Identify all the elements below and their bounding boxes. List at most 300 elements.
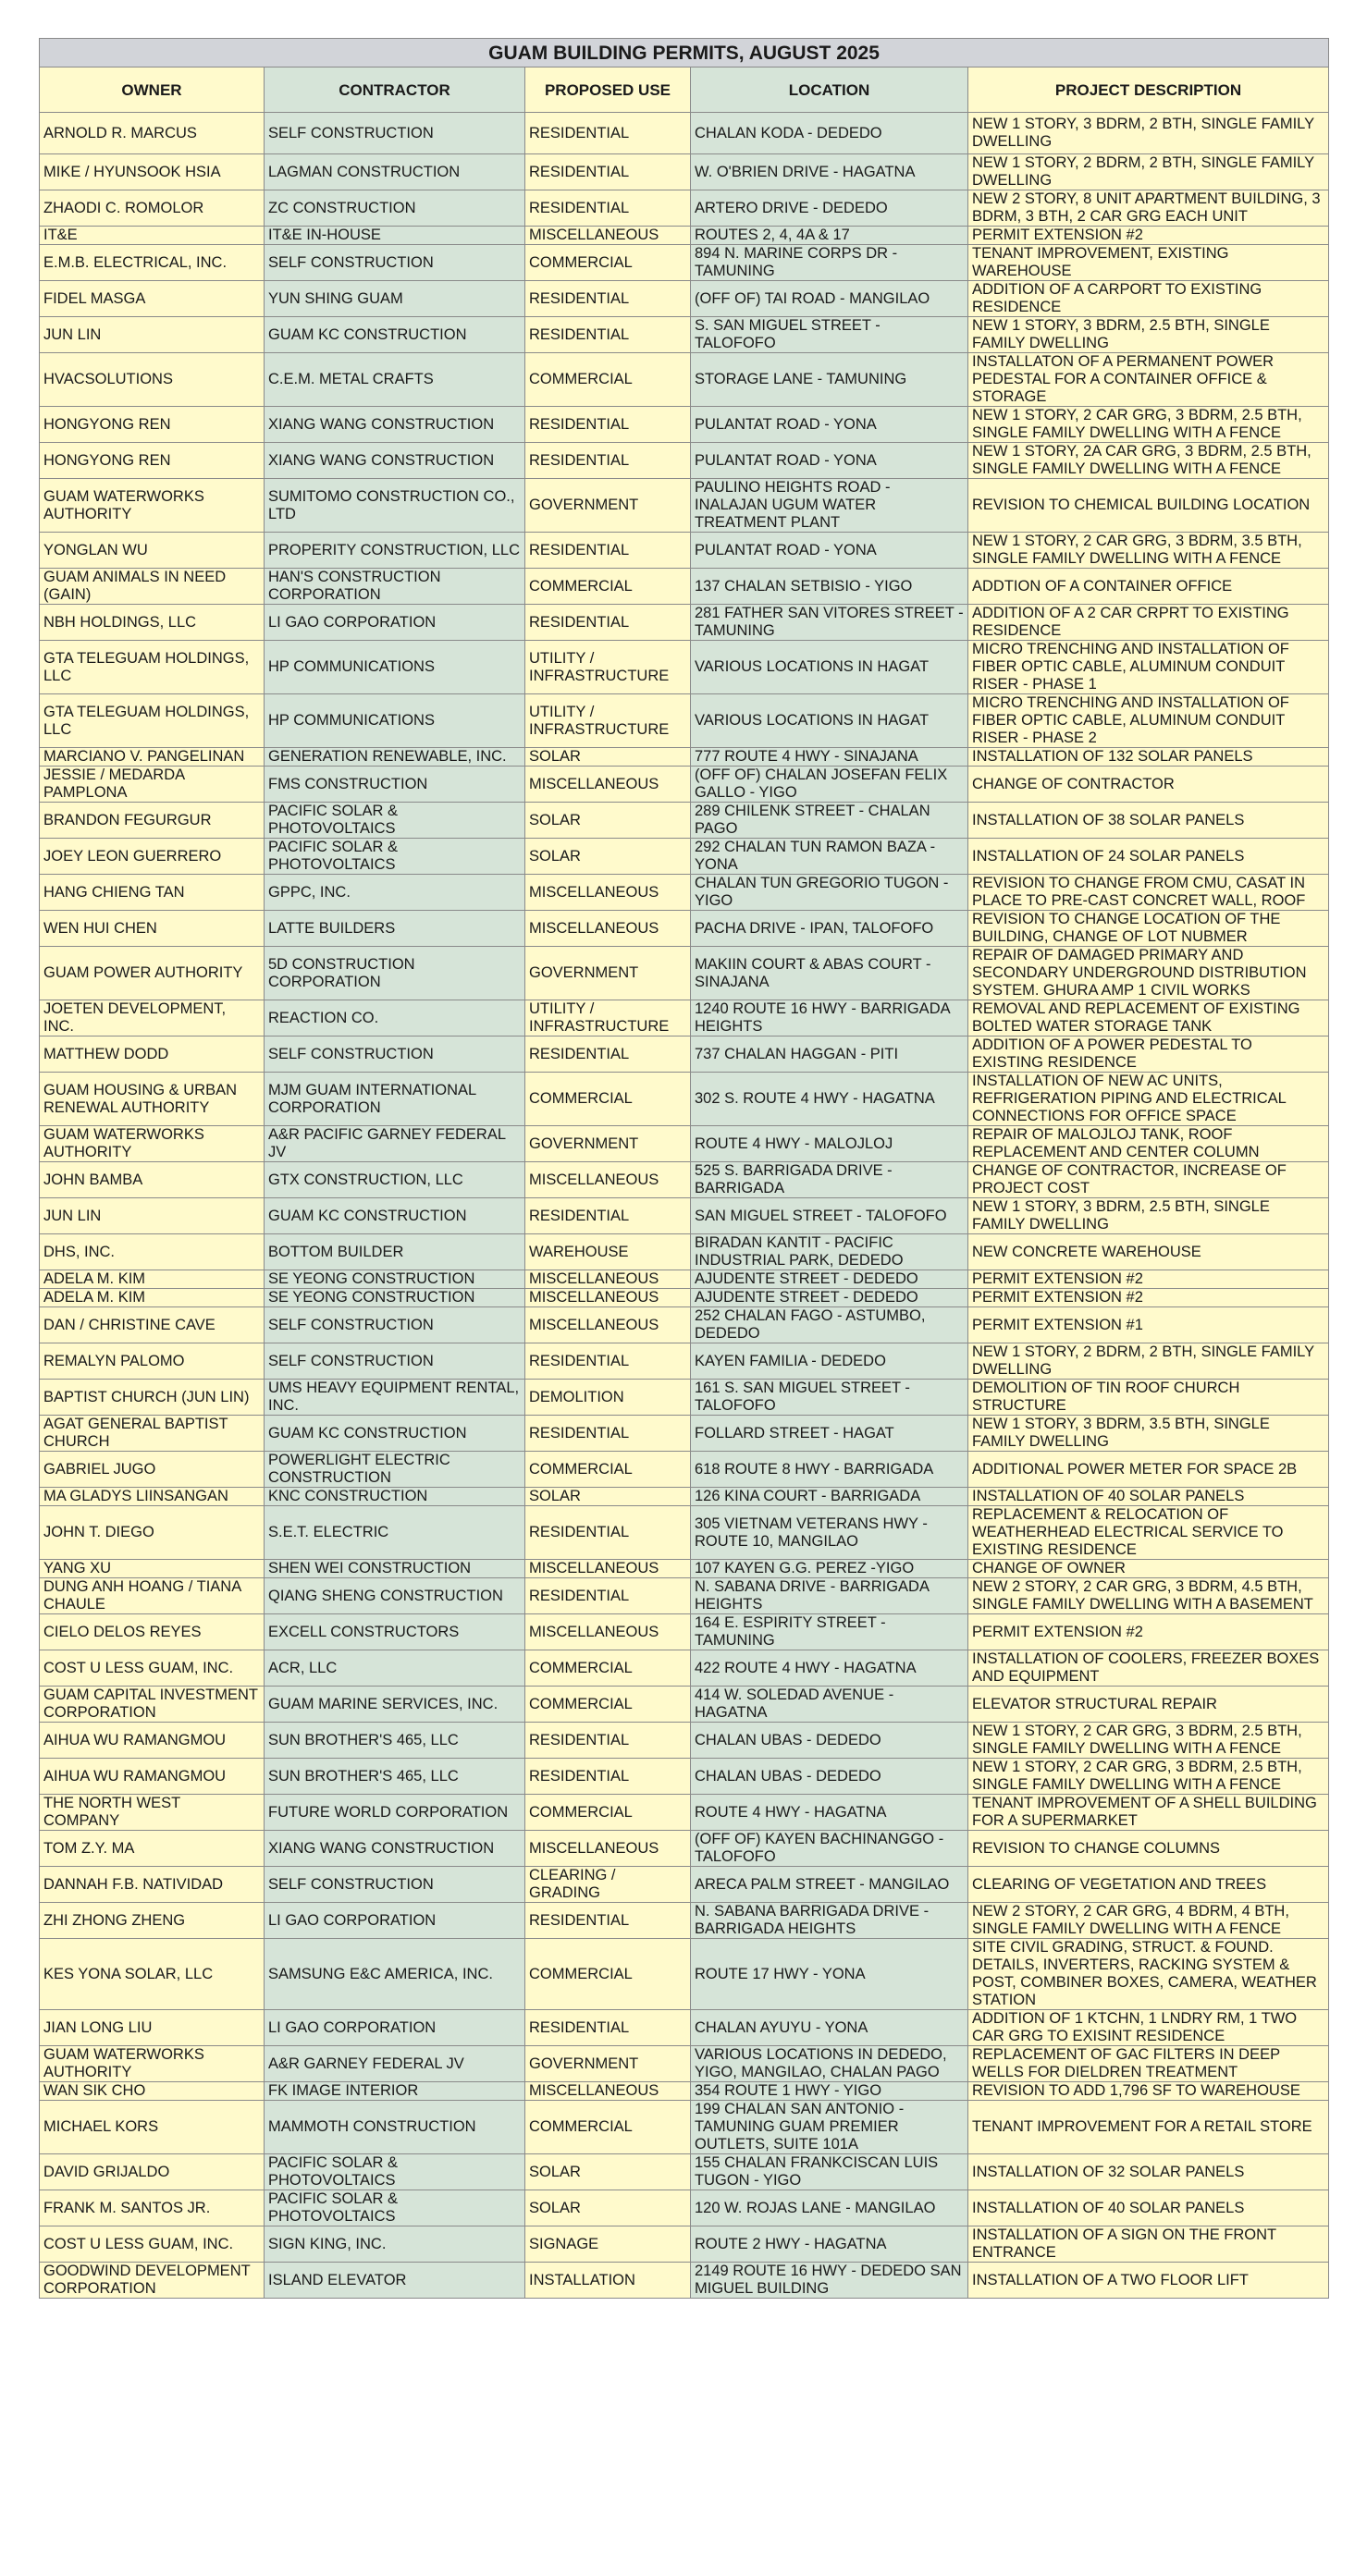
contractor-cell: BOTTOM BUILDER <box>265 1234 525 1270</box>
project-description-cell: REVISION TO CHANGE LOCATION OF THE BUILDING, CHANGE OF LOT NUBMER <box>968 911 1329 947</box>
project-description-cell: REVISION TO ADD 1,796 SF TO WAREHOUSE <box>968 2082 1329 2101</box>
location-cell: 292 CHALAN TUN RAMON BAZA - YONA <box>691 839 968 875</box>
project-description-cell: TENANT IMPROVEMENT, EXISTING WAREHOUSE <box>968 245 1329 281</box>
owner-cell: GUAM HOUSING & URBAN RENEWAL AUTHORITY <box>40 1073 265 1126</box>
table-row <box>40 1307 1329 1343</box>
owner-cell: MICHAEL KORS <box>40 2101 265 2154</box>
location-cell: ROUTE 4 HWY - MALOJLOJ <box>691 1126 968 1162</box>
location-cell: 107 KAYEN G.G. PEREZ -YIGO <box>691 1560 968 1578</box>
proposed-use-cell: MISCELLANEOUS <box>525 911 691 947</box>
table-row <box>40 154 1329 190</box>
owner-cell: JOHN T. DIEGO <box>40 1506 265 1560</box>
project-description-cell: REMOVAL AND REPLACEMENT OF EXISTING BOLTED WATER STORAGE TANK <box>968 1000 1329 1037</box>
owner-cell: REMALYN PALOMO <box>40 1343 265 1380</box>
table-row <box>40 1126 1329 1162</box>
project-description-cell: INSTALLATION OF A SIGN ON THE FRONT ENTRANCE <box>968 2226 1329 2263</box>
proposed-use-cell: COMMERCIAL <box>525 1795 691 1831</box>
table-row <box>40 1759 1329 1795</box>
contractor-cell: ISLAND ELEVATOR <box>265 2263 525 2299</box>
contractor-cell: MJM GUAM INTERNATIONAL CORPORATION <box>265 1073 525 1126</box>
location-cell: 777 ROUTE 4 HWY - SINAJANA <box>691 748 968 767</box>
table-row <box>40 605 1329 641</box>
project-description-cell: NEW 1 STORY, 2 CAR GRG, 3 BDRM, 2.5 BTH, SINGLE FAMILY DWELLING WITH A FENCE <box>968 407 1329 443</box>
column-header-contractor: CONTRACTOR <box>265 67 525 113</box>
owner-cell: JIAN LONG LIU <box>40 2010 265 2046</box>
owner-cell: AGAT GENERAL BAPTIST CHURCH <box>40 1416 265 1452</box>
contractor-cell: PACIFIC SOLAR & PHOTOVOLTAICS <box>265 2154 525 2190</box>
table-row <box>40 1270 1329 1289</box>
location-cell: N. SABANA BARRIGADA DRIVE - BARRIGADA HEIGHTS <box>691 1903 968 1939</box>
project-description-cell: CHANGE OF OWNER <box>968 1560 1329 1578</box>
project-description-cell: REPLACEMENT & RELOCATION OF WEATHERHEAD ELECTRICAL SERVICE TO EXISTING RESIDENCE <box>968 1506 1329 1560</box>
project-description-cell: INSTALLATION OF 132 SOLAR PANELS <box>968 748 1329 767</box>
proposed-use-cell: RESIDENTIAL <box>525 1037 691 1073</box>
owner-cell: JOHN BAMBA <box>40 1162 265 1198</box>
project-description-cell: REPAIR OF MALOJLOJ TANK, ROOF REPLACEMENT AND CENTER COLUMN <box>968 1126 1329 1162</box>
table-row <box>40 569 1329 605</box>
owner-cell: JOETEN DEVELOPMENT, INC. <box>40 1000 265 1037</box>
proposed-use-cell: RESIDENTIAL <box>525 2010 691 2046</box>
project-description-cell: REVISION TO CHEMICAL BUILDING LOCATION <box>968 479 1329 533</box>
proposed-use-cell: RESIDENTIAL <box>525 1416 691 1452</box>
project-description-cell: NEW 2 STORY, 8 UNIT APARTMENT BUILDING, 3 BDRM, 3 BTH, 2 CAR GRG EACH UNIT <box>968 190 1329 227</box>
location-cell: 161 S. SAN MIGUEL STREET - TALOFOFO <box>691 1380 968 1416</box>
proposed-use-cell: SOLAR <box>525 748 691 767</box>
owner-cell: HVACSOLUTIONS <box>40 353 265 407</box>
location-cell: CHALAN UBAS - DEDEDO <box>691 1759 968 1795</box>
table-row <box>40 2226 1329 2263</box>
proposed-use-cell: RESIDENTIAL <box>525 1759 691 1795</box>
location-cell: CHALAN UBAS - DEDEDO <box>691 1723 968 1759</box>
table-row <box>40 2046 1329 2082</box>
proposed-use-cell: RESIDENTIAL <box>525 407 691 443</box>
contractor-cell: SUN BROTHER'S 465, LLC <box>265 1723 525 1759</box>
proposed-use-cell: INSTALLATION <box>525 2263 691 2299</box>
table-row <box>40 407 1329 443</box>
owner-cell: ADELA M. KIM <box>40 1289 265 1307</box>
proposed-use-cell: SOLAR <box>525 839 691 875</box>
owner-cell: JUN LIN <box>40 1198 265 1234</box>
proposed-use-cell: RESIDENTIAL <box>525 1198 691 1234</box>
project-description-cell: DEMOLITION OF TIN ROOF CHURCH STRUCTURE <box>968 1380 1329 1416</box>
owner-cell: WAN SIK CHO <box>40 2082 265 2101</box>
contractor-cell: HP COMMUNICATIONS <box>265 641 525 694</box>
title-row <box>40 39 1329 67</box>
table-row <box>40 1198 1329 1234</box>
location-cell: 289 CHILENK STREET - CHALAN PAGO <box>691 803 968 839</box>
project-description-cell: INSTALLATION OF 38 SOLAR PANELS <box>968 803 1329 839</box>
proposed-use-cell: MISCELLANEOUS <box>525 2082 691 2101</box>
table-row <box>40 1037 1329 1073</box>
column-header-proposed-use: PROPOSED USE <box>525 67 691 113</box>
owner-cell: GTA TELEGUAM HOLDINGS, LLC <box>40 641 265 694</box>
location-cell: 414 W. SOLEDAD AVENUE - HAGATNA <box>691 1687 968 1723</box>
project-description-cell: ELEVATOR STRUCTURAL REPAIR <box>968 1687 1329 1723</box>
proposed-use-cell: RESIDENTIAL <box>525 1506 691 1560</box>
contractor-cell: GUAM MARINE SERVICES, INC. <box>265 1687 525 1723</box>
project-description-cell: INSTALLATION OF COOLERS, FREEZER BOXES AND EQUIPMENT <box>968 1650 1329 1687</box>
project-description-cell: INSTALLATION OF A TWO FLOOR LIFT <box>968 2263 1329 2299</box>
table-row <box>40 1162 1329 1198</box>
proposed-use-cell: UTILITY / INFRASTRUCTURE <box>525 641 691 694</box>
location-cell: ROUTE 4 HWY - HAGATNA <box>691 1795 968 1831</box>
project-description-cell: MICRO TRENCHING AND INSTALLATION OF FIBER OPTIC CABLE, ALUMINUM CONDUIT RISER - PHASE 1 <box>968 641 1329 694</box>
table-row <box>40 1650 1329 1687</box>
contractor-cell: FK IMAGE INTERIOR <box>265 2082 525 2101</box>
contractor-cell: IT&E IN-HOUSE <box>265 227 525 245</box>
owner-cell: MARCIANO V. PANGELINAN <box>40 748 265 767</box>
location-cell: 1240 ROUTE 16 HWY - BARRIGADA HEIGHTS <box>691 1000 968 1037</box>
owner-cell: HONGYONG REN <box>40 443 265 479</box>
table-row <box>40 1867 1329 1903</box>
table-row <box>40 875 1329 911</box>
table-row <box>40 1488 1329 1506</box>
contractor-cell: KNC CONSTRUCTION <box>265 1488 525 1506</box>
project-description-cell: NEW 1 STORY, 2 CAR GRG, 3 BDRM, 2.5 BTH, SINGLE FAMILY DWELLING WITH A FENCE <box>968 1759 1329 1795</box>
proposed-use-cell: DEMOLITION <box>525 1380 691 1416</box>
owner-cell: GUAM WATERWORKS AUTHORITY <box>40 1126 265 1162</box>
owner-cell: FRANK M. SANTOS JR. <box>40 2190 265 2226</box>
table-row <box>40 533 1329 569</box>
proposed-use-cell: GOVERNMENT <box>525 947 691 1000</box>
owner-cell: TOM Z.Y. MA <box>40 1831 265 1867</box>
contractor-cell: SE YEONG CONSTRUCTION <box>265 1270 525 1289</box>
contractor-cell: 5D CONSTRUCTION CORPORATION <box>265 947 525 1000</box>
location-cell: (OFF OF) CHALAN JOSEFAN FELIX GALLO - YIGO <box>691 767 968 803</box>
project-description-cell: REPAIR OF DAMAGED PRIMARY AND SECONDARY UNDERGROUND DISTRIBUTION SYSTEM. GHURA AMP 1 CIVIL WORKS <box>968 947 1329 1000</box>
location-cell: 155 CHALAN FRANKCISCAN LUIS TUGON - YIGO <box>691 2154 968 2190</box>
owner-cell: E.M.B. ELECTRICAL, INC. <box>40 245 265 281</box>
contractor-cell: SELF CONSTRUCTION <box>265 113 525 154</box>
project-description-cell: NEW 1 STORY, 2 CAR GRG, 3 BDRM, 3.5 BTH, SINGLE FAMILY DWELLING WITH A FENCE <box>968 533 1329 569</box>
contractor-cell: S.E.T. ELECTRIC <box>265 1506 525 1560</box>
owner-cell: ADELA M. KIM <box>40 1270 265 1289</box>
contractor-cell: SELF CONSTRUCTION <box>265 1343 525 1380</box>
location-cell: CHALAN AYUYU - YONA <box>691 2010 968 2046</box>
proposed-use-cell: COMMERCIAL <box>525 1452 691 1488</box>
owner-cell: GUAM WATERWORKS AUTHORITY <box>40 2046 265 2082</box>
location-cell: CHALAN KODA - DEDEDO <box>691 113 968 154</box>
proposed-use-cell: RESIDENTIAL <box>525 113 691 154</box>
location-cell: 252 CHALAN FAGO - ASTUMBO, DEDEDO <box>691 1307 968 1343</box>
location-cell: ROUTES 2, 4, 4A & 17 <box>691 227 968 245</box>
project-description-cell: TENANT IMPROVEMENT OF A SHELL BUILDING FOR A SUPERMARKET <box>968 1795 1329 1831</box>
project-description-cell: PERMIT EXTENSION #2 <box>968 227 1329 245</box>
project-description-cell: NEW 1 STORY, 3 BDRM, 2 BTH, SINGLE FAMILY DWELLING <box>968 113 1329 154</box>
project-description-cell: NEW 2 STORY, 2 CAR GRG, 3 BDRM, 4.5 BTH, SINGLE FAMILY DWELLING WITH A BASEMENT <box>968 1578 1329 1614</box>
owner-cell: JESSIE / MEDARDA PAMPLONA <box>40 767 265 803</box>
project-description-cell: ADDITION OF A POWER PEDESTAL TO EXISTING RESIDENCE <box>968 1037 1329 1073</box>
contractor-cell: LATTE BUILDERS <box>265 911 525 947</box>
column-header-project-description: PROJECT DESCRIPTION <box>968 67 1329 113</box>
proposed-use-cell: SOLAR <box>525 2154 691 2190</box>
location-cell: ARECA PALM STREET - MANGILAO <box>691 1867 968 1903</box>
proposed-use-cell: RESIDENTIAL <box>525 317 691 353</box>
location-cell: ROUTE 2 HWY - HAGATNA <box>691 2226 968 2263</box>
contractor-cell: LI GAO CORPORATION <box>265 2010 525 2046</box>
project-description-cell: INSTALLATION OF 32 SOLAR PANELS <box>968 2154 1329 2190</box>
owner-cell: GUAM POWER AUTHORITY <box>40 947 265 1000</box>
contractor-cell: SELF CONSTRUCTION <box>265 245 525 281</box>
proposed-use-cell: GOVERNMENT <box>525 479 691 533</box>
contractor-cell: XIANG WANG CONSTRUCTION <box>265 1831 525 1867</box>
table-row <box>40 1000 1329 1037</box>
location-cell: 525 S. BARRIGADA DRIVE - BARRIGADA <box>691 1162 968 1198</box>
project-description-cell: INSTALLATION OF 24 SOLAR PANELS <box>968 839 1329 875</box>
proposed-use-cell: MISCELLANEOUS <box>525 227 691 245</box>
location-cell: BIRADAN KANTIT - PACIFIC INDUSTRIAL PARK, DEDEDO <box>691 1234 968 1270</box>
contractor-cell: PACIFIC SOLAR & PHOTOVOLTAICS <box>265 839 525 875</box>
owner-cell: YONGLAN WU <box>40 533 265 569</box>
table-row <box>40 803 1329 839</box>
table-row <box>40 479 1329 533</box>
column-header-location: LOCATION <box>691 67 968 113</box>
table-row <box>40 839 1329 875</box>
location-cell: PULANTAT ROAD - YONA <box>691 443 968 479</box>
location-cell: MAKIIN COURT & ABAS COURT - SINAJANA <box>691 947 968 1000</box>
proposed-use-cell: SOLAR <box>525 1488 691 1506</box>
table-row <box>40 2190 1329 2226</box>
owner-cell: JUN LIN <box>40 317 265 353</box>
project-description-cell: INSTALLATION OF 40 SOLAR PANELS <box>968 2190 1329 2226</box>
table-row <box>40 641 1329 694</box>
owner-cell: DAVID GRIJALDO <box>40 2154 265 2190</box>
owner-cell: GUAM WATERWORKS AUTHORITY <box>40 479 265 533</box>
location-cell: PULANTAT ROAD - YONA <box>691 407 968 443</box>
location-cell: SAN MIGUEL STREET - TALOFOFO <box>691 1198 968 1234</box>
project-description-cell: ADDITION OF A CARPORT TO EXISTING RESIDENCE <box>968 281 1329 317</box>
project-description-cell: PERMIT EXTENSION #2 <box>968 1270 1329 1289</box>
location-cell: VARIOUS LOCATIONS IN DEDEDO, YIGO, MANGILAO, CHALAN PAGO <box>691 2046 968 2082</box>
project-description-cell: INSTALLATION OF NEW AC UNITS, REFRIGERATION PIPING AND ELECTRICAL CONNECTIONS FOR OFFICE SPACE <box>968 1073 1329 1126</box>
contractor-cell: HP COMMUNICATIONS <box>265 694 525 748</box>
table-row <box>40 1234 1329 1270</box>
owner-cell: BRANDON FEGURGUR <box>40 803 265 839</box>
project-description-cell: REVISION TO CHANGE FROM CMU, CASAT IN PLACE TO PRE-CAST CONCRET WALL, ROOF <box>968 875 1329 911</box>
table-row <box>40 2010 1329 2046</box>
table-row <box>40 1614 1329 1650</box>
location-cell: 2149 ROUTE 16 HWY - DEDEDO SAN MIGUEL BUILDING <box>691 2263 968 2299</box>
proposed-use-cell: MISCELLANEOUS <box>525 1162 691 1198</box>
location-cell: 120 W. ROJAS LANE - MANGILAO <box>691 2190 968 2226</box>
location-cell: 164 E. ESPIRITY STREET - TAMUNING <box>691 1614 968 1650</box>
owner-cell: CIELO DELOS REYES <box>40 1614 265 1650</box>
table-row <box>40 911 1329 947</box>
table-row <box>40 1452 1329 1488</box>
contractor-cell: SAMSUNG E&C AMERICA, INC. <box>265 1939 525 2010</box>
table-row <box>40 1687 1329 1723</box>
contractor-cell: PACIFIC SOLAR & PHOTOVOLTAICS <box>265 803 525 839</box>
table-row <box>40 947 1329 1000</box>
location-cell: 894 N. MARINE CORPS DR - TAMUNING <box>691 245 968 281</box>
location-cell: (OFF OF) TAI ROAD - MANGILAO <box>691 281 968 317</box>
owner-cell: COST U LESS GUAM, INC. <box>40 1650 265 1687</box>
proposed-use-cell: WAREHOUSE <box>525 1234 691 1270</box>
contractor-cell: QIANG SHENG CONSTRUCTION <box>265 1578 525 1614</box>
owner-cell: DANNAH F.B. NATIVIDAD <box>40 1867 265 1903</box>
contractor-cell: GTX CONSTRUCTION, LLC <box>265 1162 525 1198</box>
owner-cell: AIHUA WU RAMANGMOU <box>40 1759 265 1795</box>
table-row <box>40 2101 1329 2154</box>
location-cell: 618 ROUTE 8 HWY - BARRIGADA <box>691 1452 968 1488</box>
location-cell: PACHA DRIVE - IPAN, TALOFOFO <box>691 911 968 947</box>
project-description-cell: ADDTION OF A CONTAINER OFFICE <box>968 569 1329 605</box>
location-cell: 305 VIETNAM VETERANS HWY - ROUTE 10, MANGILAO <box>691 1506 968 1560</box>
table-row <box>40 1073 1329 1126</box>
proposed-use-cell: COMMERCIAL <box>525 1939 691 2010</box>
location-cell: S. SAN MIGUEL STREET - TALOFOFO <box>691 317 968 353</box>
owner-cell: FIDEL MASGA <box>40 281 265 317</box>
table-row <box>40 317 1329 353</box>
proposed-use-cell: RESIDENTIAL <box>525 533 691 569</box>
table-title: GUAM BUILDING PERMITS, AUGUST 2025 <box>40 39 1329 67</box>
proposed-use-cell: RESIDENTIAL <box>525 281 691 317</box>
table-row <box>40 1723 1329 1759</box>
contractor-cell: GUAM KC CONSTRUCTION <box>265 317 525 353</box>
contractor-cell: GUAM KC CONSTRUCTION <box>265 1198 525 1234</box>
contractor-cell: SUN BROTHER'S 465, LLC <box>265 1759 525 1795</box>
project-description-cell: ADDITION OF A 2 CAR CRPRT TO EXISTING RESIDENCE <box>968 605 1329 641</box>
contractor-cell: FMS CONSTRUCTION <box>265 767 525 803</box>
contractor-cell: LI GAO CORPORATION <box>265 605 525 641</box>
proposed-use-cell: RESIDENTIAL <box>525 190 691 227</box>
project-description-cell: TENANT IMPROVEMENT FOR A RETAIL STORE <box>968 2101 1329 2154</box>
proposed-use-cell: RESIDENTIAL <box>525 1578 691 1614</box>
table-row <box>40 767 1329 803</box>
table-row <box>40 113 1329 154</box>
proposed-use-cell: GOVERNMENT <box>525 2046 691 2082</box>
location-cell: 354 ROUTE 1 HWY - YIGO <box>691 2082 968 2101</box>
table-row <box>40 443 1329 479</box>
project-description-cell: NEW 1 STORY, 3 BDRM, 2.5 BTH, SINGLE FAMILY DWELLING <box>968 1198 1329 1234</box>
proposed-use-cell: MISCELLANEOUS <box>525 1289 691 1307</box>
contractor-cell: SE YEONG CONSTRUCTION <box>265 1289 525 1307</box>
owner-cell: GUAM ANIMALS IN NEED (GAIN) <box>40 569 265 605</box>
owner-cell: MA GLADYS LIINSANGAN <box>40 1488 265 1506</box>
project-description-cell: PERMIT EXTENSION #2 <box>968 1614 1329 1650</box>
owner-cell: ZHI ZHONG ZHENG <box>40 1903 265 1939</box>
location-cell: ARTERO DRIVE - DEDEDO <box>691 190 968 227</box>
project-description-cell: NEW 1 STORY, 3 BDRM, 2.5 BTH, SINGLE FAMILY DWELLING <box>968 317 1329 353</box>
owner-cell: DUNG ANH HOANG / TIANA CHAULE <box>40 1578 265 1614</box>
location-cell: 281 FATHER SAN VITORES STREET - TAMUNING <box>691 605 968 641</box>
location-cell: PAULINO HEIGHTS ROAD - INALAJAN UGUM WATER TREATMENT PLANT <box>691 479 968 533</box>
proposed-use-cell: MISCELLANEOUS <box>525 1831 691 1867</box>
project-description-cell: CLEARING OF VEGETATION AND TREES <box>968 1867 1329 1903</box>
project-description-cell: INSTALLATION OF 40 SOLAR PANELS <box>968 1488 1329 1506</box>
project-description-cell: CHANGE OF CONTRACTOR, INCREASE OF PROJECT COST <box>968 1162 1329 1198</box>
location-cell: VARIOUS LOCATIONS IN HAGAT <box>691 694 968 748</box>
owner-cell: IT&E <box>40 227 265 245</box>
contractor-cell: EXCELL CONSTRUCTORS <box>265 1614 525 1650</box>
table-row <box>40 245 1329 281</box>
contractor-cell: GPPC, INC. <box>265 875 525 911</box>
location-cell: AJUDENTE STREET - DEDEDO <box>691 1270 968 1289</box>
project-description-cell: NEW 1 STORY, 3 BDRM, 3.5 BTH, SINGLE FAMILY DWELLING <box>968 1416 1329 1452</box>
contractor-cell: SHEN WEI CONSTRUCTION <box>265 1560 525 1578</box>
project-description-cell: ADDITIONAL POWER METER FOR SPACE 2B <box>968 1452 1329 1488</box>
contractor-cell: C.E.M. METAL CRAFTS <box>265 353 525 407</box>
table-row <box>40 1939 1329 2010</box>
table-row <box>40 748 1329 767</box>
proposed-use-cell: COMMERCIAL <box>525 245 691 281</box>
proposed-use-cell: RESIDENTIAL <box>525 1903 691 1939</box>
owner-cell: ZHAODI C. ROMOLOR <box>40 190 265 227</box>
proposed-use-cell: UTILITY / INFRASTRUCTURE <box>525 694 691 748</box>
table-body <box>40 113 1329 2299</box>
owner-cell: GTA TELEGUAM HOLDINGS, LLC <box>40 694 265 748</box>
table-row <box>40 694 1329 748</box>
owner-cell: HONGYONG REN <box>40 407 265 443</box>
location-cell: 199 CHALAN SAN ANTONIO - TAMUNING GUAM PREMIER OUTLETS, SUITE 101A <box>691 2101 968 2154</box>
contractor-cell: YUN SHING GUAM <box>265 281 525 317</box>
proposed-use-cell: COMMERCIAL <box>525 569 691 605</box>
contractor-cell: SELF CONSTRUCTION <box>265 1867 525 1903</box>
project-description-cell: NEW 1 STORY, 2 CAR GRG, 3 BDRM, 2.5 BTH, SINGLE FAMILY DWELLING WITH A FENCE <box>968 1723 1329 1759</box>
table-row <box>40 1343 1329 1380</box>
location-cell: ROUTE 17 HWY - YONA <box>691 1939 968 2010</box>
proposed-use-cell: COMMERCIAL <box>525 2101 691 2154</box>
proposed-use-cell: MISCELLANEOUS <box>525 1560 691 1578</box>
project-description-cell: NEW 1 STORY, 2 BDRM, 2 BTH, SINGLE FAMILY DWELLING <box>968 1343 1329 1380</box>
location-cell: FOLLARD STREET - HAGAT <box>691 1416 968 1452</box>
owner-cell: HANG CHIENG TAN <box>40 875 265 911</box>
project-description-cell: PERMIT EXTENSION #2 <box>968 1289 1329 1307</box>
location-cell: 302 S. ROUTE 4 HWY - HAGATNA <box>691 1073 968 1126</box>
column-header-owner: OWNER <box>40 67 265 113</box>
owner-cell: BAPTIST CHURCH (JUN LIN) <box>40 1380 265 1416</box>
table-row <box>40 227 1329 245</box>
proposed-use-cell: COMMERCIAL <box>525 353 691 407</box>
project-description-cell: REPLACEMENT OF GAC FILTERS IN DEEP WELLS FOR DIELDREN TREATMENT <box>968 2046 1329 2082</box>
project-description-cell: NEW CONCRETE WAREHOUSE <box>968 1234 1329 1270</box>
table-row <box>40 1903 1329 1939</box>
contractor-cell: XIANG WANG CONSTRUCTION <box>265 407 525 443</box>
proposed-use-cell: COMMERCIAL <box>525 1650 691 1687</box>
permits-table <box>39 38 1329 2299</box>
table-row <box>40 1506 1329 1560</box>
owner-cell: NBH HOLDINGS, LLC <box>40 605 265 641</box>
contractor-cell: XIANG WANG CONSTRUCTION <box>265 443 525 479</box>
location-cell: 126 KINA COURT - BARRIGADA <box>691 1488 968 1506</box>
owner-cell: KES YONA SOLAR, LLC <box>40 1939 265 2010</box>
owner-cell: COST U LESS GUAM, INC. <box>40 2226 265 2263</box>
location-cell: W. O'BRIEN DRIVE - HAGATNA <box>691 154 968 190</box>
table-row <box>40 1289 1329 1307</box>
contractor-cell: SUMITOMO CONSTRUCTION CO., LTD <box>265 479 525 533</box>
proposed-use-cell: SOLAR <box>525 2190 691 2226</box>
location-cell: (OFF OF) KAYEN BACHINANGGO - TALOFOFO <box>691 1831 968 1867</box>
owner-cell: THE NORTH WEST COMPANY <box>40 1795 265 1831</box>
proposed-use-cell: RESIDENTIAL <box>525 605 691 641</box>
location-cell: KAYEN FAMILIA - DEDEDO <box>691 1343 968 1380</box>
owner-cell: JOEY LEON GUERRERO <box>40 839 265 875</box>
project-description-cell: INSTALLATON OF A PERMANENT POWER PEDESTAL FOR A CONTAINER OFFICE & STORAGE <box>968 353 1329 407</box>
owner-cell: GABRIEL JUGO <box>40 1452 265 1488</box>
table-row <box>40 1578 1329 1614</box>
proposed-use-cell: RESIDENTIAL <box>525 1343 691 1380</box>
proposed-use-cell: RESIDENTIAL <box>525 1723 691 1759</box>
contractor-cell: LAGMAN CONSTRUCTION <box>265 154 525 190</box>
header-row <box>40 67 1329 113</box>
table-row <box>40 1560 1329 1578</box>
proposed-use-cell: COMMERCIAL <box>525 1073 691 1126</box>
location-cell: STORAGE LANE - TAMUNING <box>691 353 968 407</box>
contractor-cell: PROPERITY CONSTRUCTION, LLC <box>265 533 525 569</box>
table-row <box>40 1831 1329 1867</box>
project-description-cell: ADDITION OF 1 KTCHN, 1 LNDRY RM, 1 TWO CAR GRG TO EXISINT RESIDENCE <box>968 2010 1329 2046</box>
owner-cell: AIHUA WU RAMANGMOU <box>40 1723 265 1759</box>
